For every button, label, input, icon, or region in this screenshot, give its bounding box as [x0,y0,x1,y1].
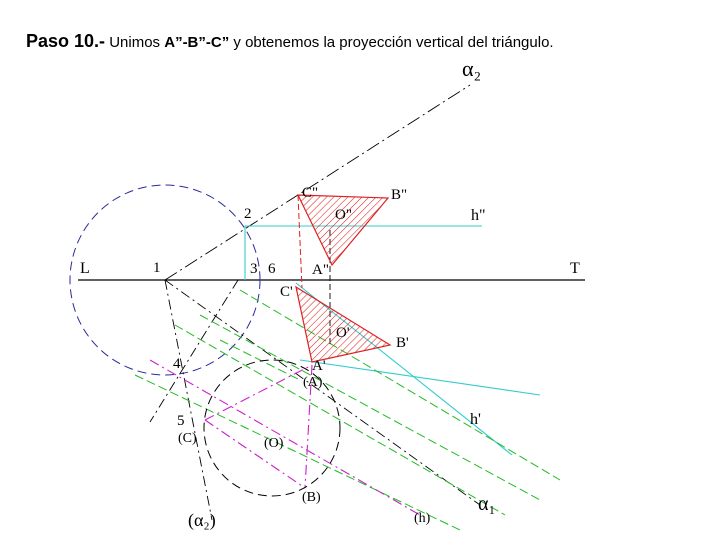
caption-points: A”-B”-C” [164,34,230,51]
label-C2: C" [302,185,319,201]
label-A-rebatted: (A) [303,375,323,390]
caption-text-b: y obtenemos la proyección vertical del triángulo. [229,34,554,51]
label-B1: B' [396,335,409,351]
label-B-rebatted: (B) [302,490,321,505]
label-O-rebatted: (O) [264,436,284,451]
caption-text-a: Unimos [105,34,165,51]
label-L: L [80,260,90,277]
label-1: 1 [153,260,161,276]
red-projector [298,195,302,288]
triangle-vertical-projection [298,195,388,265]
label-A1: A' [312,358,326,374]
label-C-rebatted: (C) [178,431,197,446]
label-alpha1: α₁ [478,493,496,515]
label-5: 5 [177,413,185,429]
label-alpha2: α₂ [462,56,482,81]
label-T: T [570,260,580,277]
label-h-rebatted: (h) [414,511,431,526]
label-alpha2-rebatted: (α₂) [188,510,216,530]
label-h-second: h" [471,207,486,224]
label-O1: O' [336,325,350,341]
label-4: 4 [173,356,181,372]
label-2: 2 [244,206,252,222]
label-B2: B" [391,187,408,203]
label-3: 3 [250,261,258,277]
perpendicular-line [150,280,238,422]
label-A2: A" [312,262,329,278]
label-h-prime: h' [470,411,481,428]
label-O2: O" [335,207,352,223]
cyan-construction [245,226,540,455]
label-6: 6 [268,261,276,277]
caption-step: Paso 10.- [26,31,106,51]
trace-alpha2 [165,85,470,280]
label-C1: C' [280,284,293,300]
